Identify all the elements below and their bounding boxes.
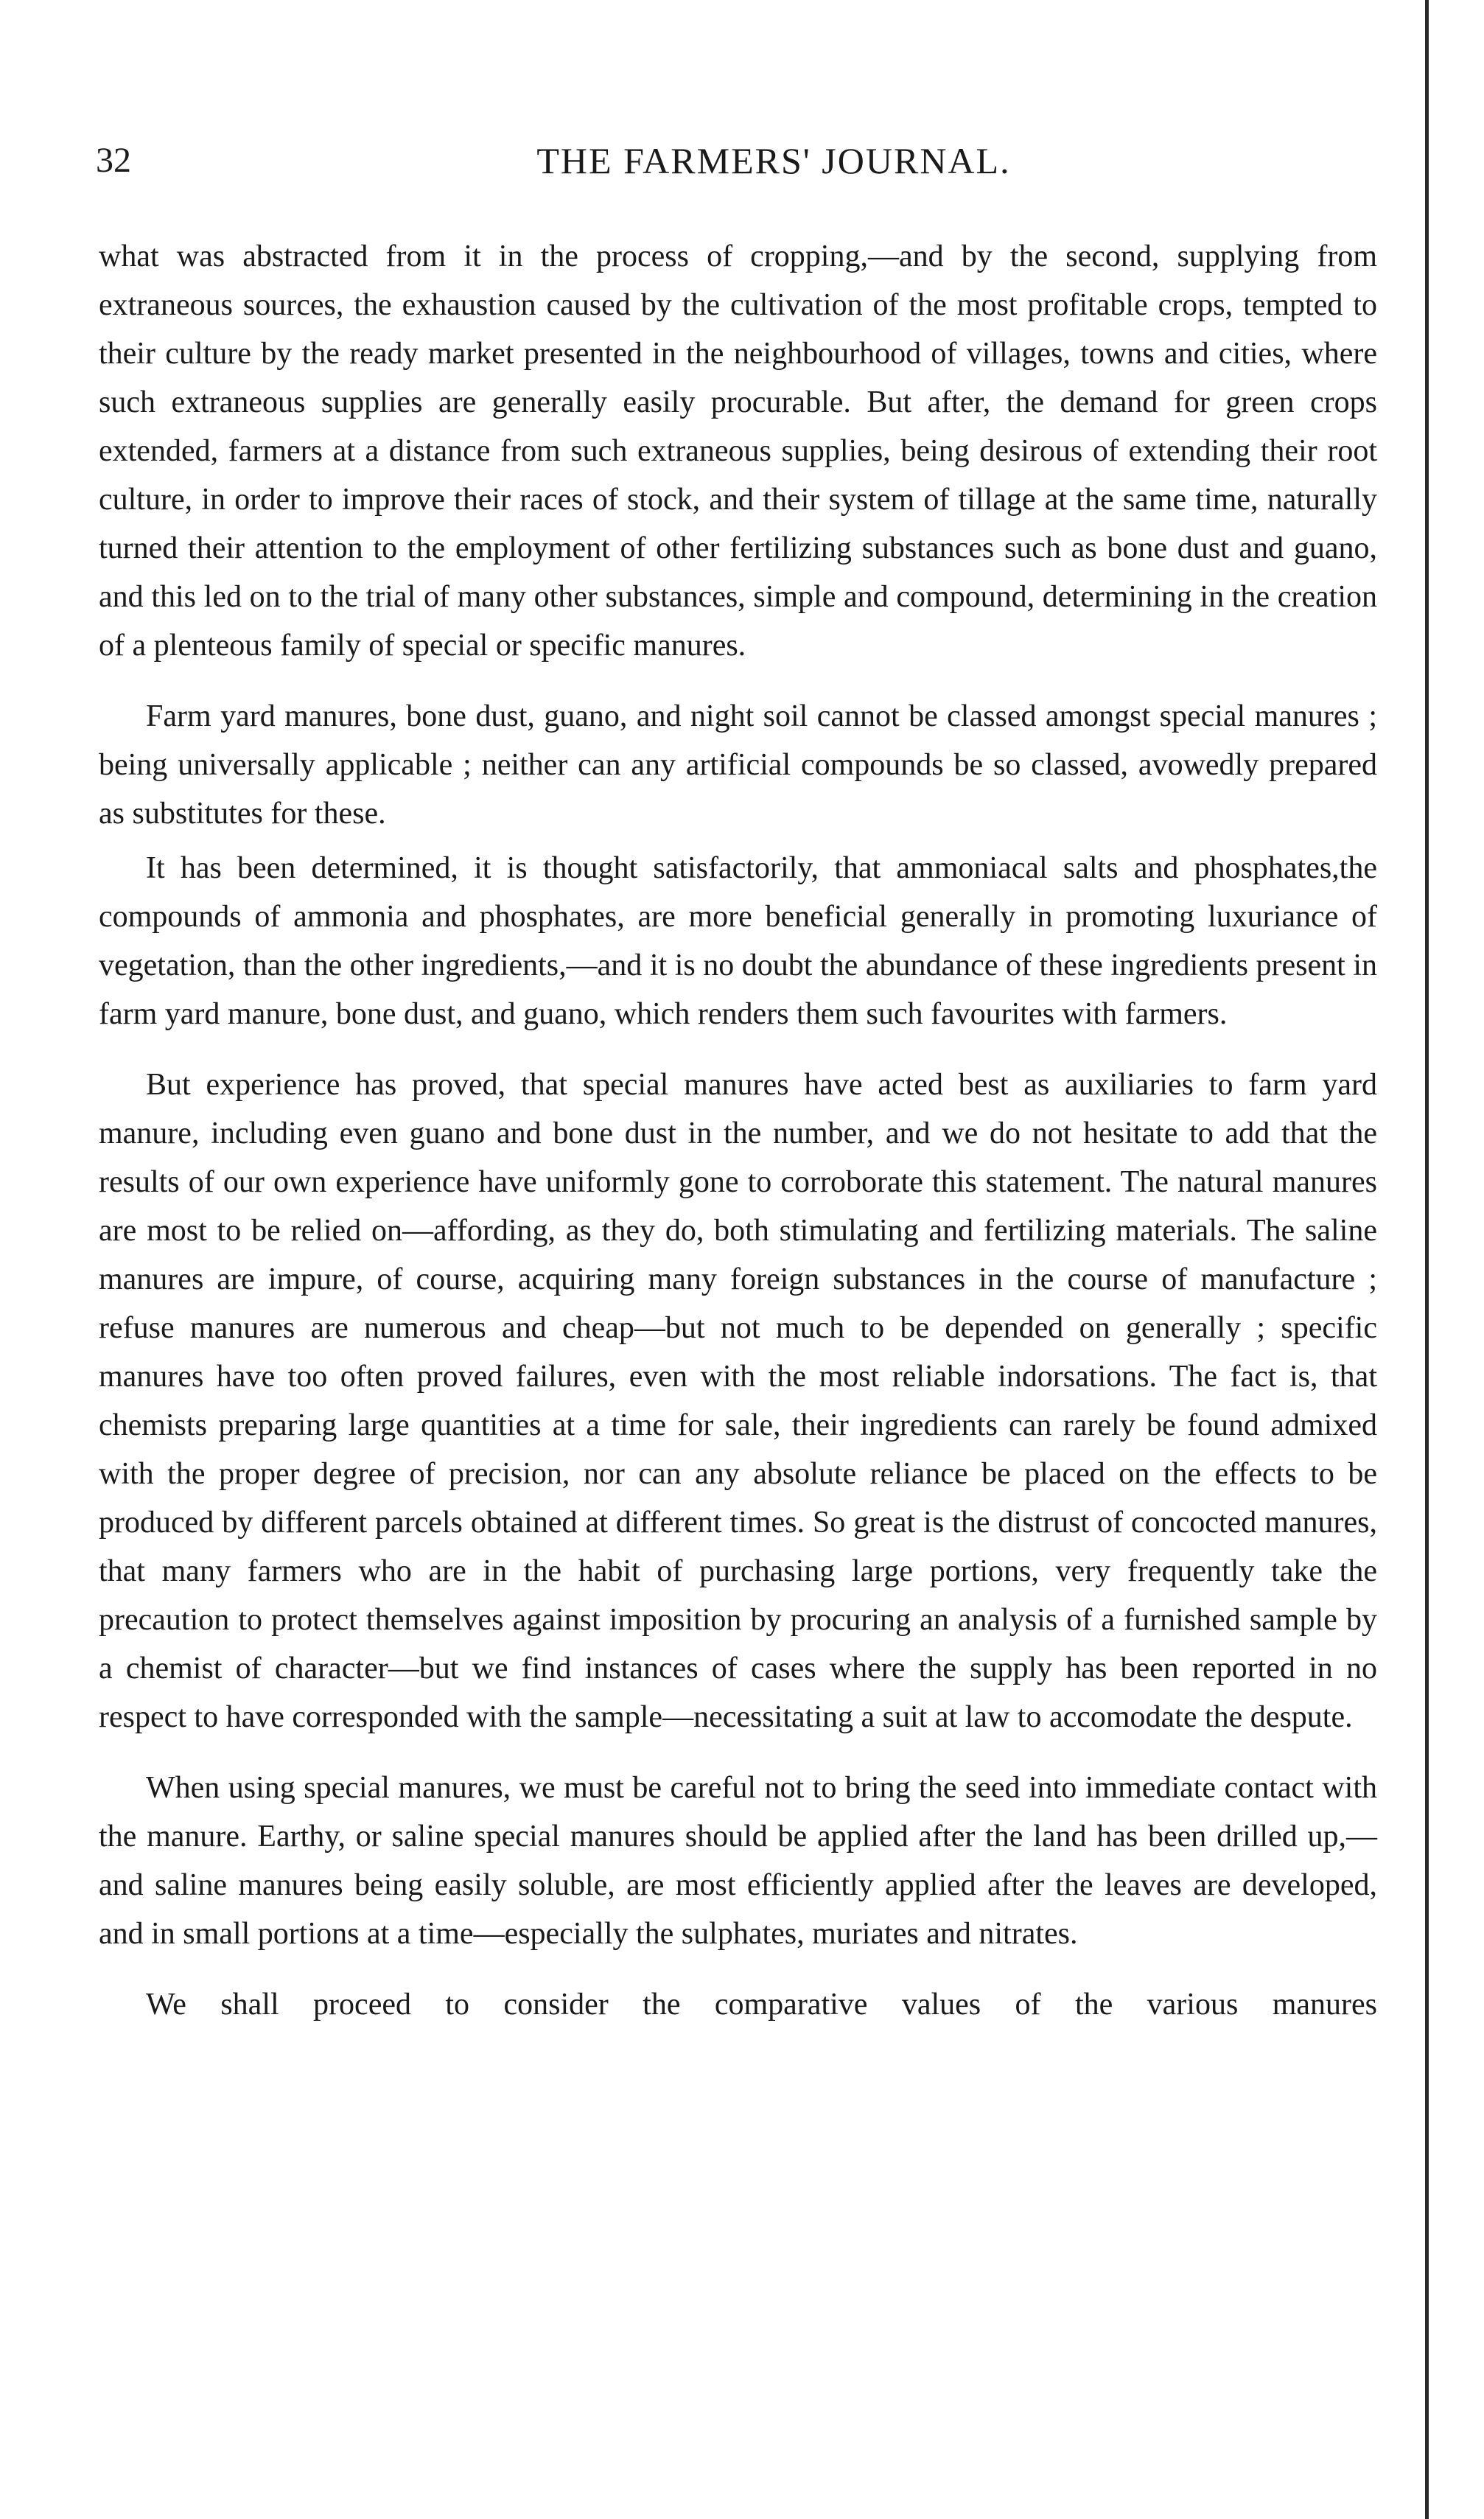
body-text: [99, 232, 1377, 2029]
paragraph-ammoniacal-salts: It has been determined, it is thought satisfactorily, that ammoniacal salts and phosphates,the compounds of ammonia and phosphates, are more beneficial generally in promoting luxuriance of vegetation, than the other ingredients,—and it is no doubt the abundance of these ingredients present in farm yard manure, bone dust, and guano, which renders them such favourites with farmers.: [99, 851, 1377, 1031]
paragraph-special-manures-classification: Farm yard manures, bone dust, guano, and night soil cannot be classed amongst special manures ; being universally applicable ; neither can any artificial compounds be so classed, avowedly prepared as substitutes for these.: [99, 699, 1377, 831]
paragraph-using-special-manures: When using special manures, we must be careful not to bring the seed into immediate contact with the manure. Earthy, or saline special manures should be applied after the land has been drilled up,—and saline manures being easily soluble, are most efficiently applied after the leaves are developed, and in small portions at a time—especially the sulphates, muriates and nitrates.: [99, 1771, 1377, 1951]
running-title: THE FARMERS' JOURNAL.: [536, 140, 1011, 181]
page-number: 32: [96, 141, 131, 180]
paragraph-experience: But experience has proved, that special manures have acted best as auxiliaries to farm yard manure, including even guano and bone dust in the number, and we do not hesitate to add that the results of our own experience have uniformly gone to corroborate this statement. The natural manures are most to be relied on—affording, as they do, both stimulating and fertilizing materials. The saline manures are impure, of course, acquiring many foreign substances in the course of manufacture ; refuse manures are numerous and cheap—but not much to be depended on generally ; specific manures have too often proved failures, even with the most reliable indorsations. The fact is, that chemists preparing large quantities at a time for sale, their ingredients can rarely be found admixed with the proper degree of precision, nor can any absolute reliance be placed on the effects to be produced by different parcels obtained at different times. So great is the distrust of concocted manures, that many farmers who are in the habit of purchasing large portions, very frequently take the precaution to protect themselves against imposition by procuring an analysis of a furnished sample by a chemist of character—but we find instances of cases where the supply has been reported in no respect to have corresponded with the sample—necessitating a suit at law to accomodate the despute.: [99, 1068, 1377, 1734]
paragraph-comparative-values: We shall proceed to consider the comparative values of the various manures: [146, 1988, 1377, 2022]
page-header: [96, 139, 1378, 205]
page-edge-rule: [1425, 0, 1429, 2519]
paragraph-continuation: what was abstracted from it in the process of cropping,—and by the second, supplying from extraneous sources, the exhaustion caused by the cultivation of the most profitable crops, tempted to their culture by the ready market presented in the neighbourhood of villages, towns and cities, where such extraneous supplies are generally easily procurable. But after, the demand for green crops extended, farmers at a distance from such extraneous supplies, being desirous of extending their root culture, in order to improve their races of stock, and their system of tillage at the same time, naturally turned their attention to the employment of other fertilizing substances such as bone dust and guano, and this led on to the trial of many other substances, simple and compound, determining in the creation of a plenteous family of special or specific manures.: [99, 240, 1377, 663]
